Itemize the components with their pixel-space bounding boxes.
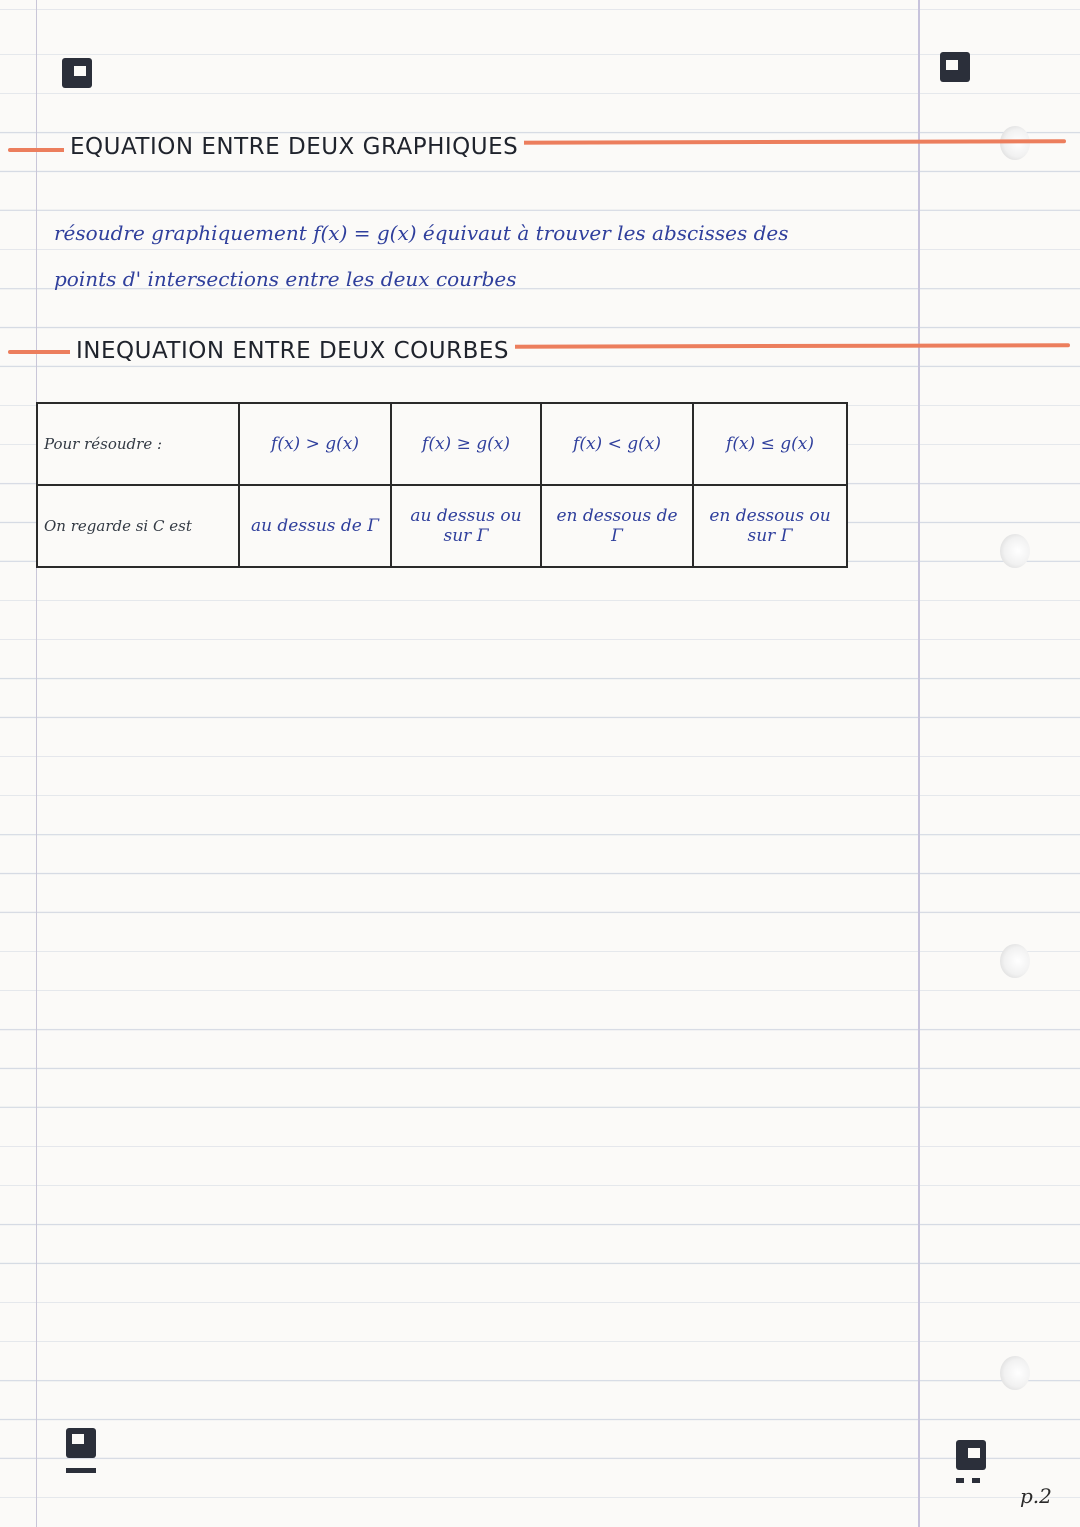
page-number: p.2: [1020, 1484, 1052, 1508]
scan-corner-bar: [66, 1468, 96, 1473]
table-cell: au dessus de Γ: [239, 485, 391, 567]
scan-corner-marker-icon: [66, 1428, 96, 1458]
punch-hole: [1000, 944, 1030, 978]
heading-rule-right: [476, 343, 1070, 349]
table-column-header: f(x) ≤ g(x): [693, 403, 847, 485]
table-cell: en dessous ou sur Γ: [693, 485, 847, 567]
equation-heading: EQUATION ENTRE DEUX GRAPHIQUES: [64, 134, 524, 160]
explanation-line-1: résoudre graphiquement f(x) = g(x) équivaut à trouver les abscisses des: [54, 221, 789, 245]
left-margin-line: [36, 0, 37, 1527]
inequation-table: [36, 402, 848, 568]
table-column-header: f(x) > g(x): [239, 403, 391, 485]
scan-corner-marker-icon: [940, 52, 970, 82]
table-row: [37, 485, 847, 567]
table-cell: au dessus ou sur Γ: [391, 485, 541, 567]
inequation-heading: INEQUATION ENTRE DEUX COURBES: [70, 338, 515, 364]
scan-corner-bar: [956, 1478, 964, 1483]
table-cell: en dessous de Γ: [541, 485, 693, 567]
table-column-header: f(x) ≥ g(x): [391, 403, 541, 485]
equation-explanation: [54, 210, 894, 302]
punch-hole: [1000, 534, 1030, 568]
scan-corner-bar: [972, 1478, 980, 1483]
table-header-label: Pour résoudre :: [37, 403, 239, 485]
scan-corner-marker-icon: [62, 58, 92, 88]
table-column-header: f(x) < g(x): [541, 403, 693, 485]
table-row-label: On regarde si C est: [37, 485, 239, 567]
heading-rule-left: [8, 350, 78, 354]
punch-hole: [1000, 1356, 1030, 1390]
right-margin-line: [918, 0, 920, 1527]
explanation-line-2: points d' intersections entre les deux courbes: [54, 267, 517, 291]
heading-rule-right: [496, 139, 1066, 144]
table-row: [37, 403, 847, 485]
scan-corner-marker-icon: [956, 1440, 986, 1470]
